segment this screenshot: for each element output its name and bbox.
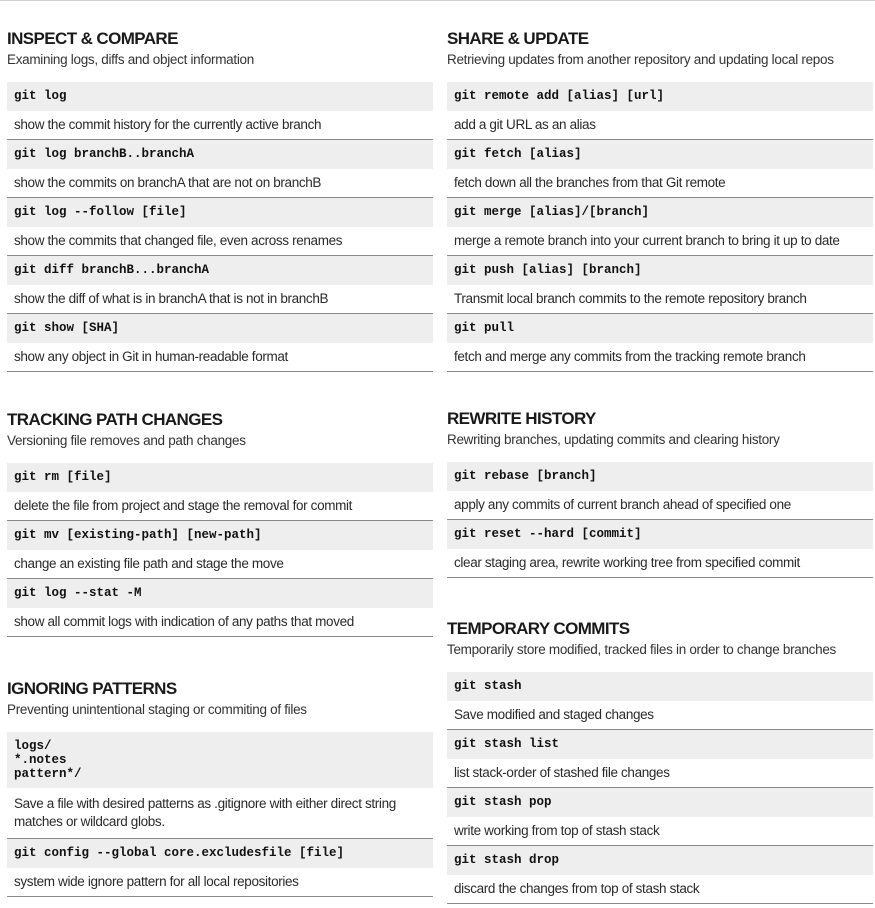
command: git merge [alias]/[branch] bbox=[447, 198, 873, 227]
command-description: system wide ignore pattern for all local repositories bbox=[7, 868, 433, 897]
command: git show [SHA] bbox=[7, 314, 433, 343]
section-temporary-commits bbox=[447, 619, 873, 904]
command-description: Save modified and staged changes bbox=[447, 701, 873, 730]
command: git log bbox=[7, 82, 433, 111]
command: git fetch [alias] bbox=[447, 140, 873, 169]
command-description: discard the changes from top of stash stack bbox=[447, 875, 873, 904]
command-description: delete the file from project and stage the removal for commit bbox=[7, 492, 433, 521]
section-subtitle: Preventing unintentional staging or commiting of files bbox=[7, 702, 307, 717]
command: git mv [existing-path] [new-path] bbox=[7, 521, 433, 550]
command: git stash list bbox=[447, 730, 873, 759]
command: git log branchB..branchA bbox=[7, 140, 433, 169]
section-title: REWRITE HISTORY bbox=[447, 409, 596, 428]
command: git rm [file] bbox=[7, 463, 433, 492]
command-description: Save a file with desired patterns as .gitignore with either direct string matches or wildcard globs. bbox=[7, 788, 433, 839]
command-description: list stack-order of stashed file changes bbox=[447, 759, 873, 788]
command: git push [alias] [branch] bbox=[447, 256, 873, 285]
section-rewrite-history bbox=[447, 409, 873, 578]
command: git log --follow [file] bbox=[7, 198, 433, 227]
command: git stash drop bbox=[447, 846, 873, 875]
command: git pull bbox=[447, 314, 873, 343]
section-subtitle: Temporarily store modified, tracked files in order to change branches bbox=[447, 642, 837, 657]
section-subtitle: Retrieving updates from another repository and updating local repos bbox=[447, 52, 834, 67]
section-title: IGNORING PATTERNS bbox=[7, 679, 177, 698]
command: git log --stat -M bbox=[7, 579, 433, 608]
command: git rebase [branch] bbox=[447, 462, 873, 491]
command-description: fetch and merge any commits from the tracking remote branch bbox=[447, 343, 873, 372]
command-description: apply any commits of current branch ahead of specified one bbox=[447, 491, 873, 520]
section-title: SHARE & UPDATE bbox=[447, 29, 589, 48]
command-description: write working from top of stash stack bbox=[447, 817, 873, 846]
command-description: show the diff of what is in branchA that is not in branchB bbox=[7, 285, 433, 314]
section-subtitle: Rewriting branches, updating commits and clearing history bbox=[447, 432, 780, 447]
command-description: show all commit logs with indication of any paths that moved bbox=[7, 608, 433, 637]
section-title: TEMPORARY COMMITS bbox=[447, 619, 630, 638]
top-border bbox=[0, 0, 875, 1]
command-description: show the commits on branchA that are not on branchB bbox=[7, 169, 433, 198]
section-tracking-path-changes bbox=[7, 410, 433, 637]
command-description: fetch down all the branches from that Git remote bbox=[447, 169, 873, 198]
command: git diff branchB...branchA bbox=[7, 256, 433, 285]
section-subtitle: Versioning file removes and path changes bbox=[7, 433, 246, 448]
command-description: show the commit history for the currently active branch bbox=[7, 111, 433, 140]
command: git stash bbox=[447, 672, 873, 701]
gitignore-example: logs/ *.notes pattern*/ bbox=[7, 732, 433, 788]
command-description: show any object in Git in human-readable format bbox=[7, 343, 433, 372]
command-description: show the commits that changed file, even across renames bbox=[7, 227, 433, 256]
section-share-update bbox=[447, 29, 873, 372]
section-subtitle: Examining logs, diffs and object information bbox=[7, 52, 254, 67]
command-description: change an existing file path and stage the move bbox=[7, 550, 433, 579]
section-title: INSPECT & COMPARE bbox=[7, 29, 178, 48]
section-title: TRACKING PATH CHANGES bbox=[7, 410, 223, 429]
command-description: add a git URL as an alias bbox=[447, 111, 873, 140]
section-inspect-compare bbox=[7, 29, 433, 372]
command-description: merge a remote branch into your current branch to bring it up to date bbox=[447, 227, 873, 256]
command: git stash pop bbox=[447, 788, 873, 817]
command: git remote add [alias] [url] bbox=[447, 82, 873, 111]
section-ignoring-patterns bbox=[7, 679, 433, 897]
command: git config --global core.excludesfile [file] bbox=[7, 839, 433, 868]
command: git reset --hard [commit] bbox=[447, 520, 873, 549]
command-description: clear staging area, rewrite working tree from specified commit bbox=[447, 549, 873, 578]
command-description: Transmit local branch commits to the remote repository branch bbox=[447, 285, 873, 314]
